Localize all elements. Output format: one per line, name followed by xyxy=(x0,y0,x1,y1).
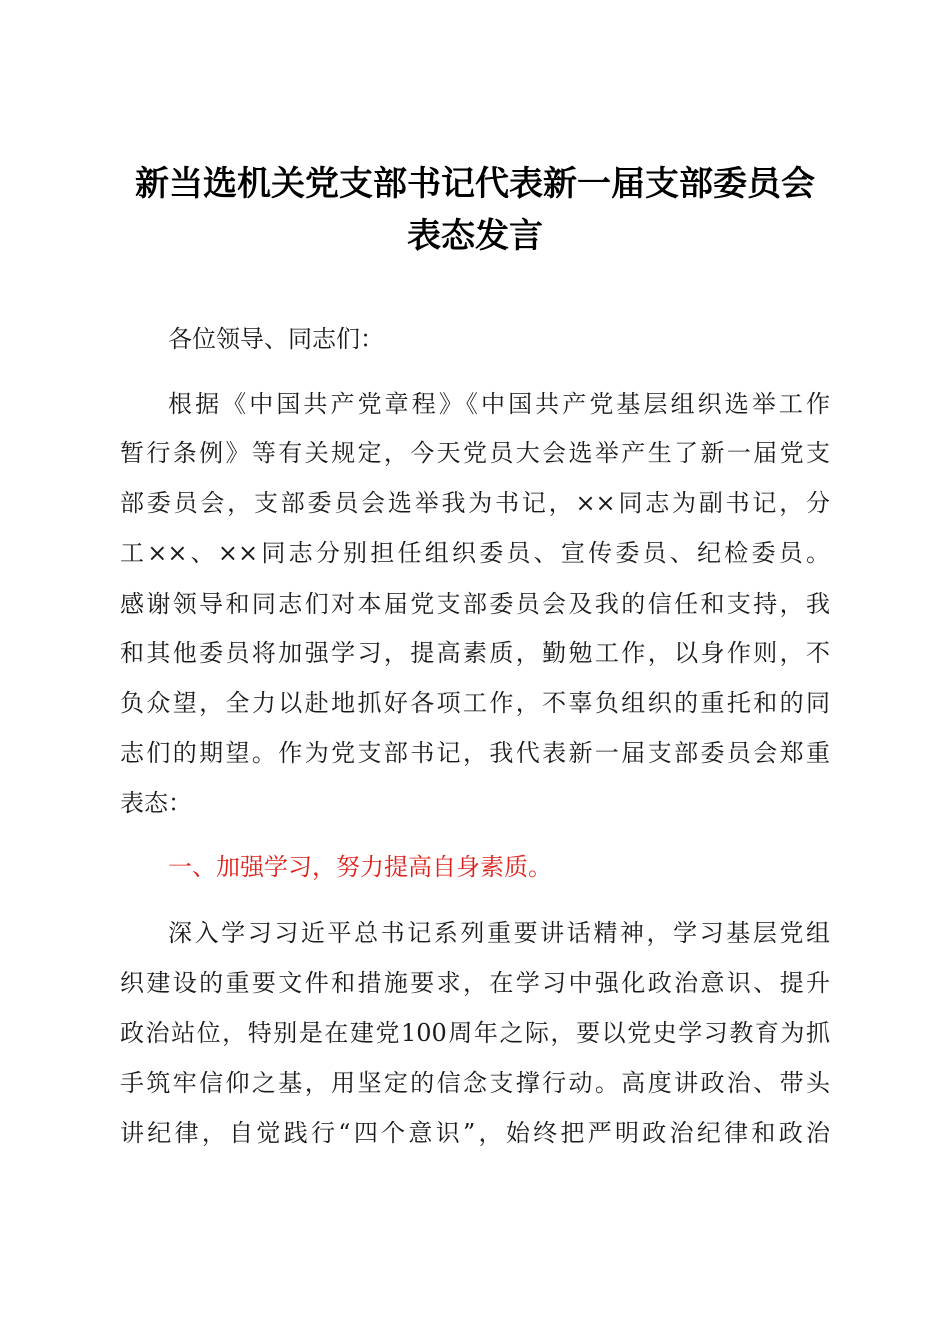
document-title-line1: 新当选机关党支部书记代表新一届支部委员会 xyxy=(135,164,815,204)
paragraph-line: 暂行条例》等有关规定，今天党员大会选举产生了新一届党支 xyxy=(120,439,830,467)
salutation: 各位领导、同志们： xyxy=(168,325,384,353)
paragraph-line: 根据《中国共产党章程》《中国共产党基层组织选举工作 xyxy=(168,390,830,418)
paragraph-line: 感谢领导和同志们对本届党支部委员会及我的信任和支持，我 xyxy=(120,590,830,618)
paragraph-line: 工××、××同志分别担任组织委员、宣传委员、纪检委员。 xyxy=(120,539,830,567)
section-heading-1: 一、加强学习，努力提高自身素质。 xyxy=(168,853,552,881)
paragraph-line: 政治站位，特别是在建党100周年之际，要以党史学习教育为抓 xyxy=(120,1019,830,1047)
paragraph-line: 深入学习习近平总书记系列重要讲话精神，学习基层党组 xyxy=(168,919,830,947)
paragraph-line: 部委员会，支部委员会选举我为书记，××同志为副书记，分 xyxy=(120,489,830,517)
paragraph-line: 志们的期望。作为党支部书记，我代表新一届支部委员会郑重 xyxy=(120,739,830,767)
paragraph-line: 和其他委员将加强学习，提高素质，勤勉工作，以身作则，不 xyxy=(120,639,830,667)
paragraph-line: 表态： xyxy=(120,789,192,817)
document-title-line2: 表态发言 xyxy=(407,216,543,256)
paragraph-line: 讲纪律，自觉践行“四个意识”，始终把严明政治纪律和政治 xyxy=(120,1119,830,1147)
paragraph-line: 织建设的重要文件和措施要求，在学习中强化政治意识、提升 xyxy=(120,969,830,997)
paragraph-line: 手筑牢信仰之基，用坚定的信念支撑行动。高度讲政治、带头 xyxy=(120,1069,830,1097)
paragraph-line: 负众望，全力以赴地抓好各项工作，不辜负组织的重托和的同 xyxy=(120,689,830,717)
